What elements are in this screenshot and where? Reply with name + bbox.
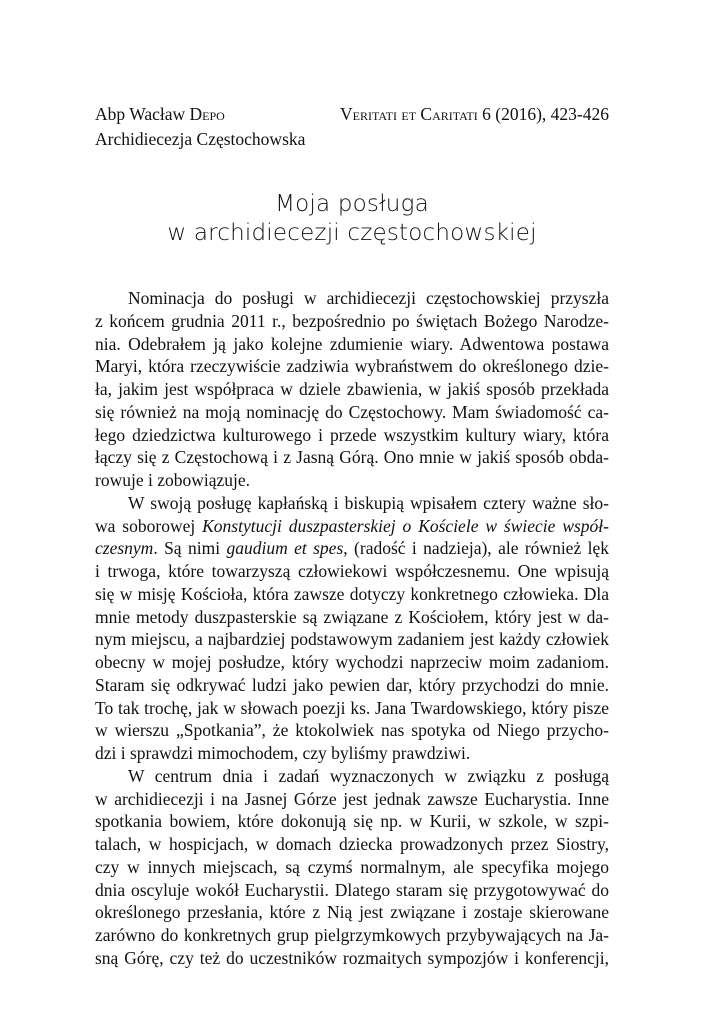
author-line: [95, 102, 305, 127]
text-line: i trwoga, które towarzyszą człowiekowi współczesnemu. One wpisują: [95, 561, 609, 581]
text-line: W swoją posługę kapłańską i biskupią wpisałem cztery ważne sło-: [128, 492, 609, 513]
text-line: w wierszu „Spotkania”, że ktokolwiek nas spotyka od Niego przycho-: [95, 720, 609, 741]
article-title: [0, 190, 704, 248]
text-line: nym miejscu, a najbardziej podstawowym zadaniem jest każdy człowiek: [95, 629, 609, 650]
text-run: . Są nimi: [153, 538, 227, 559]
text-line: spotkania bowiem, które dokonują się np. w Kurii, w szkole, w szpi-: [95, 811, 609, 832]
author-block: [95, 102, 305, 152]
text-line: dzi i sprawdzi mimochodem, czy byliśmy prawdziwi.: [95, 743, 471, 763]
article-body: [95, 287, 609, 970]
text-line: ła, jakim jest współpraca w dziele zbawienia, w jakiś sposób przekłada: [95, 379, 609, 399]
text-line: sną Górę, czy też do uczestników rozmaitych sympozjów i konferencji,: [95, 947, 609, 968]
text-line: To tak trochę, jak w słowach poezji ks. Jana Twardowskiego, który pisze: [95, 697, 609, 718]
title-line-2: w archidiecezji częstochowskiej: [167, 220, 537, 246]
title-line-1: Moja posługa: [275, 191, 429, 217]
text-line: rowuje i zobowiązuje.: [95, 470, 251, 490]
text-line: w archidiecezji i na Jasnej Górze jest jednak zawsze Eucharystia. Inne: [95, 788, 609, 809]
text-line: Staram się odkrywać ludzi jako pewien dar, który przychodzi do mnie.: [95, 674, 609, 695]
text-line: łączy się z Częstochową i z Jasną Górą. Ono mnie w jakiś sposób obda-: [95, 447, 609, 468]
text-line: [95, 515, 609, 538]
journal-reference: [340, 102, 609, 127]
text-line: nia. Odebrałem ją jako kolejne zdumienie wiary. Adwentowa postawa: [95, 333, 609, 354]
affiliation: Archidiecezja Częstochowska: [95, 129, 306, 149]
text-line: obecny w mojej posłudze, który wychodzi naprzeciw moim zadaniom.: [95, 652, 609, 672]
text-line: określonego przesłania, które z Nią jest związane i zostaje skierowane: [95, 902, 609, 923]
text-line: mnie metody duszpasterskie są związane z Kościołem, który jest w da-: [95, 606, 609, 627]
journal-issue-pages: 6 (2016), 423-426: [482, 104, 609, 124]
journal-name: Veritati et Caritati: [339, 104, 478, 124]
text-run: wa soborowej: [95, 515, 203, 536]
text-line: dnia oscyluje wokół Eucharystii. Dlatego staram się przygotowywać do: [95, 879, 609, 900]
text-line: zarówno do konkretnych grup pielgrzymkowych przybywających na Ja-: [95, 925, 609, 945]
italic-title: Konstytucji duszpasterskiej o Kościele w świecie współ-: [202, 515, 609, 536]
text-line: się również na moją nominację do Częstochowy. Mam świadomość ca-: [95, 401, 609, 422]
text-line: z końcem grudnia 2011 r., bezpośrednio po świętach Bożego Narodze-: [95, 310, 609, 331]
text-line: Maryi, która rzeczywiście zadziwia wybraństwem do określonego dzie-: [95, 356, 609, 377]
italic-title: czesnym: [95, 538, 154, 559]
text-run: , (radość i nadzieja), ale również lęk: [343, 538, 609, 559]
author-name: Abp Wacław: [95, 104, 186, 124]
text-line: się w misję Kościoła, która zawsze dotyczy konkretnego człowieka. Dla: [95, 583, 609, 604]
text-line: Nominacja do posługi w archidiecezji częstochowskiej przyszła: [128, 288, 609, 308]
text-line: łego dziedzictwa kulturowego i przede wszystkim kultury wiary, która: [95, 424, 609, 445]
text-line: [95, 537, 609, 560]
text-line: W centrum dnia i zadań wyznaczonych w związku z posługą: [128, 765, 609, 786]
italic-latin: gaudium et spes: [226, 538, 344, 559]
author-surname: Depo: [189, 104, 225, 124]
text-line: czy w innych miejscach, są czymś normalnym, ale specyfika mojego: [95, 856, 609, 877]
text-line: talach, w hospicjach, w domach dziecka prowadzonych przez Siostry,: [95, 834, 609, 854]
